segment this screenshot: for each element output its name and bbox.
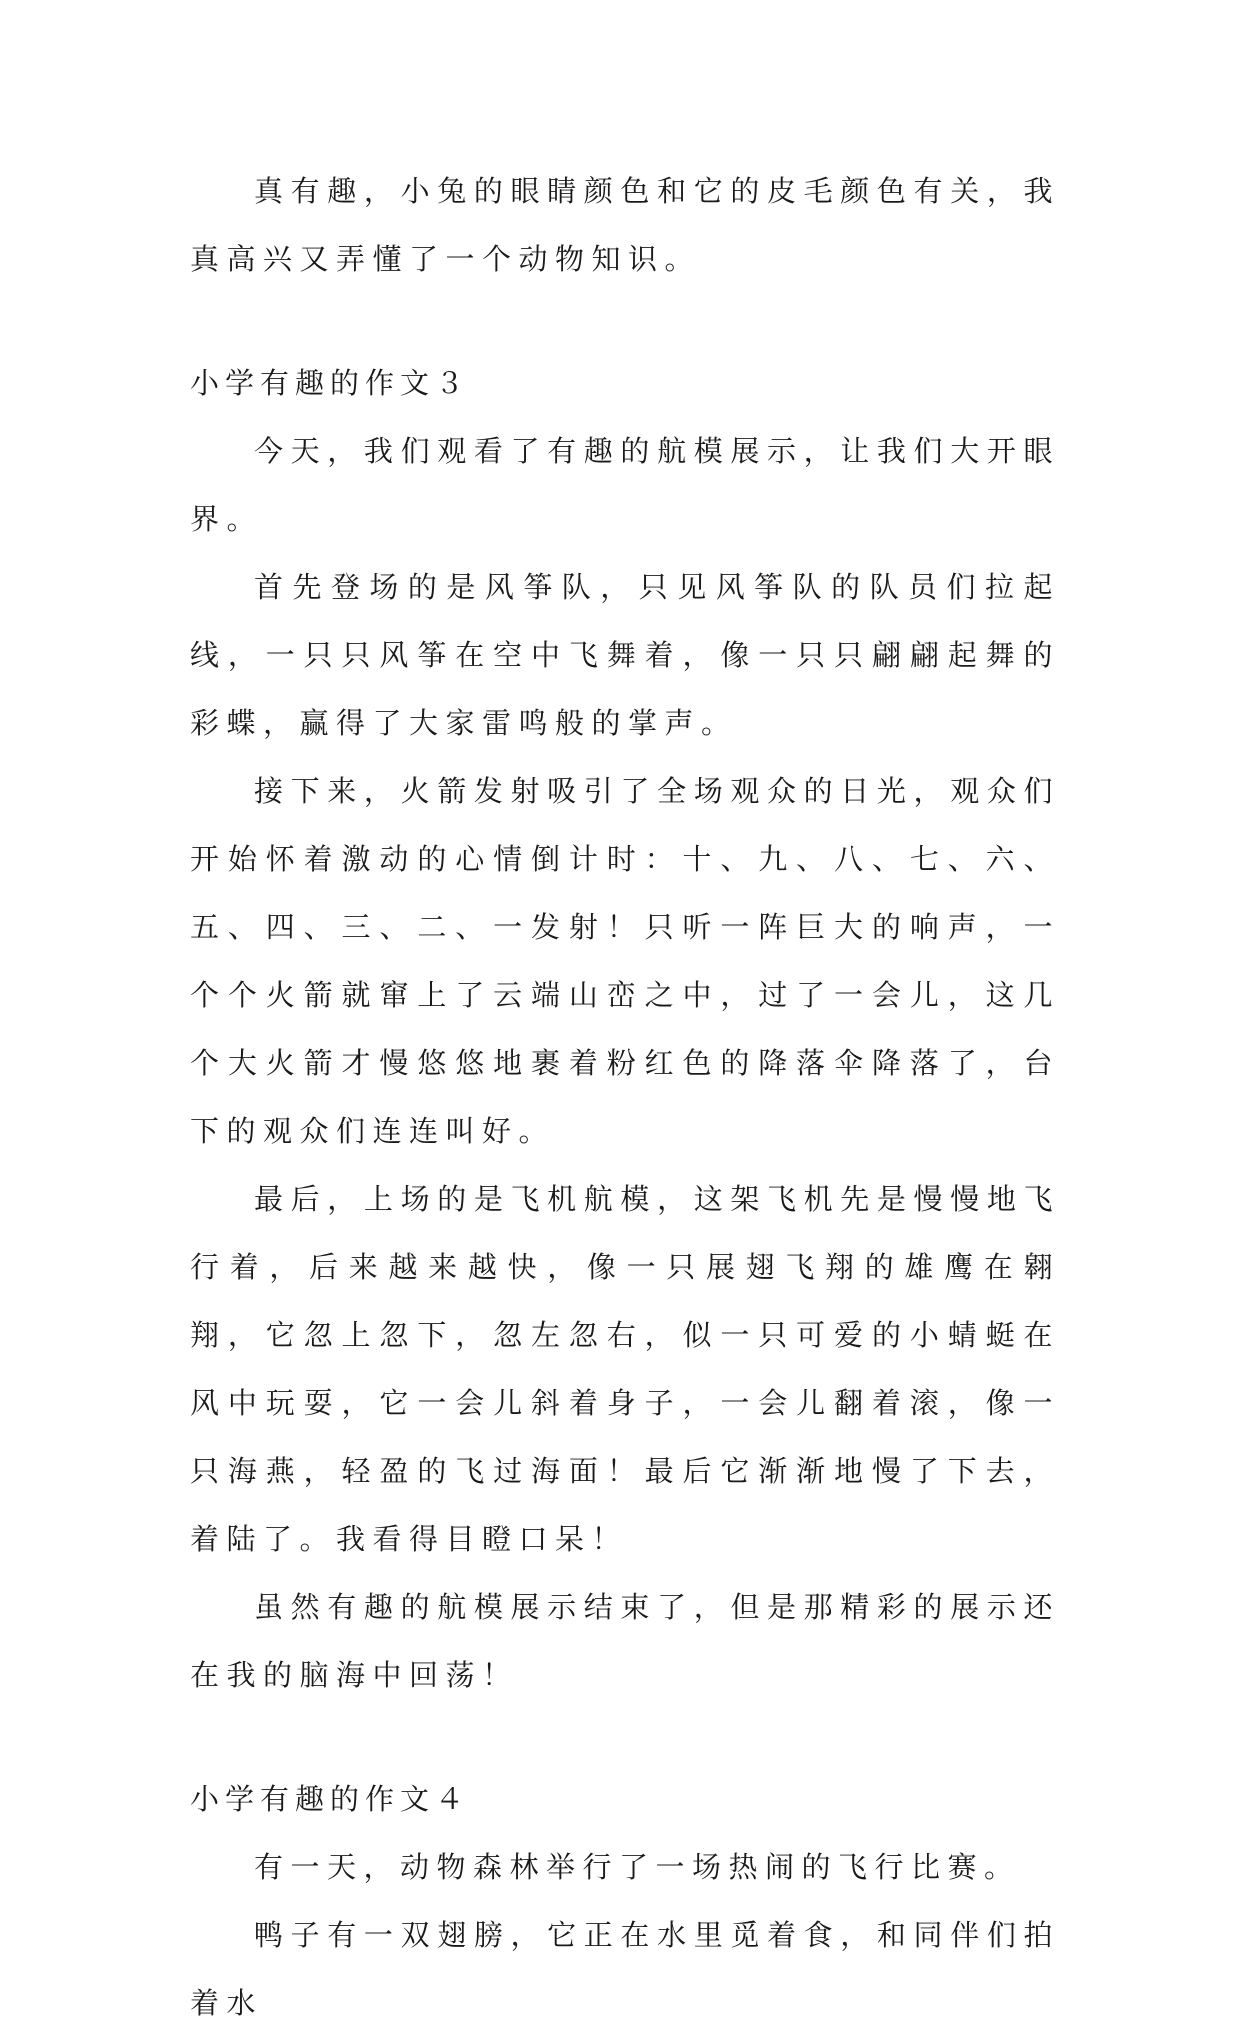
paragraph: 有一天，动物森林举行了一场热闹的飞行比赛。	[254, 1850, 1021, 1884]
section-heading: 小学有趣的作文３	[190, 366, 471, 400]
paragraph: 最后，上场的是飞机航模，这架飞机先是慢慢地飞行着，后来越来越快，像一只展翅飞翔的雄鹰在翱翔，它忽上忽下，忽左忽右，似一只可爱的小蜻蜓在风中玩耍，它一会儿斜着身子，一会儿翻着滚，像一只海燕，轻盈的飞过海面！最后它渐渐地慢了下去，着陆了。我看得目瞪口呆！	[190, 1182, 1060, 1556]
paragraph: 首先登场的是风筝队，只见风筝队的队员们拉起线，一只只风筝在空中飞舞着，像一只只翩翩起舞的彩蝶，赢得了大家雷鸣般的掌声。	[190, 570, 1060, 740]
section-heading: 小学有趣的作文４	[190, 1782, 471, 1816]
section-spacer	[190, 1709, 1060, 1765]
paragraph: 真有趣，小兔的眼睛颜色和它的皮毛颜色有关，我真高兴又弄懂了一个动物知识。	[190, 174, 1060, 276]
section-spacer	[190, 293, 1060, 349]
paragraph: 今天，我们观看了有趣的航模展示，让我们大开眼界。	[190, 434, 1060, 536]
document-body	[190, 157, 1060, 2037]
paragraph: 接下来，火箭发射吸引了全场观众的日光，观众们开始怀着激动的心情倒计时：十、九、八、七、六、五、四、三、二、一发射！只听一阵巨大的响声，一个个火箭就窜上了云端山峦之中，过了一会儿，这几个大火箭才慢悠悠地裹着粉红色的降落伞降落了，台下的观众们连连叫好。	[190, 774, 1060, 1148]
paragraph: 鸭子有一双翅膀，它正在水里觅着食，和同伴们拍着水	[190, 1918, 1060, 2020]
paragraph: 虽然有趣的航模展示结束了，但是那精彩的展示还在我的脑海中回荡！	[190, 1590, 1060, 1692]
